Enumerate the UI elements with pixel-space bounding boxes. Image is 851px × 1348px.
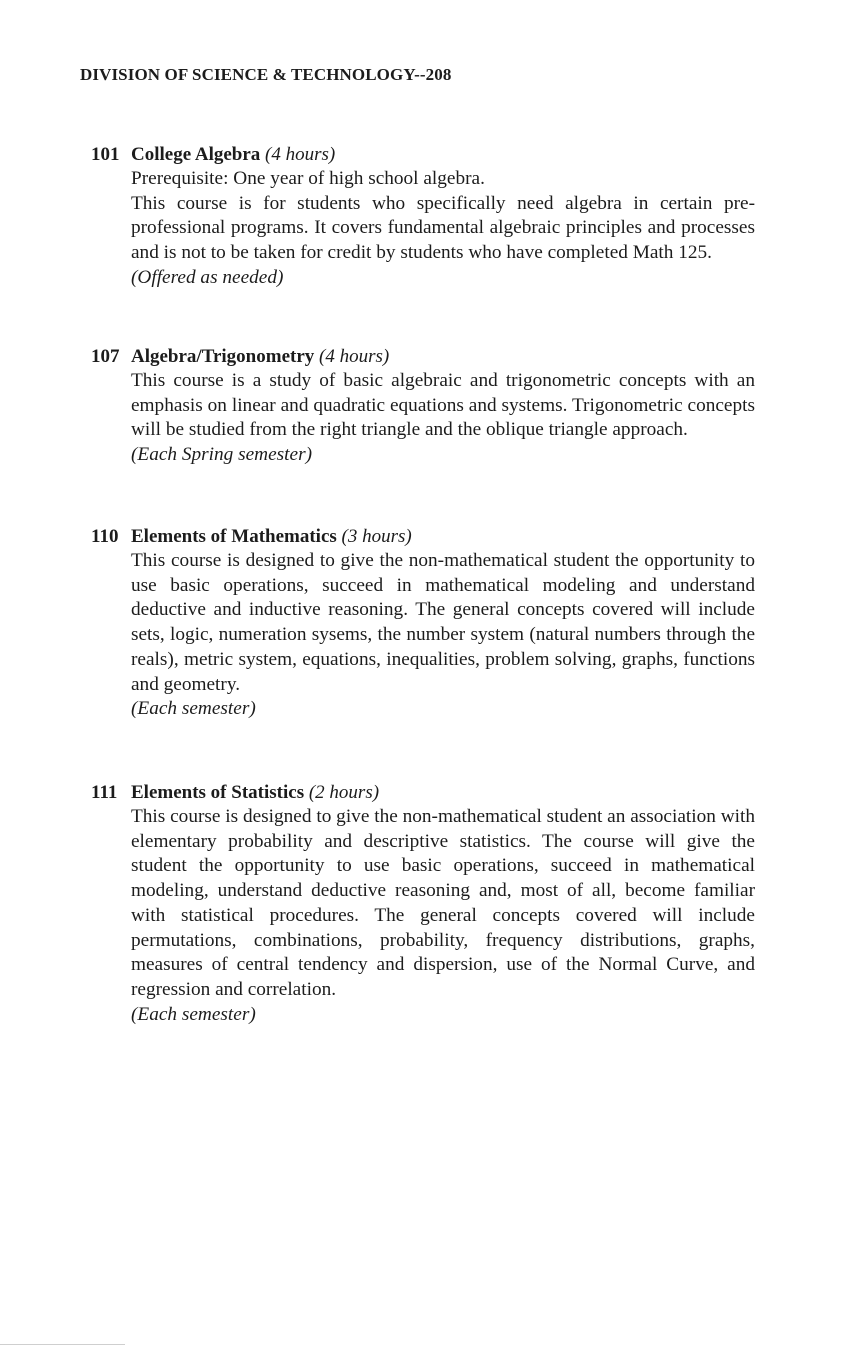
course-title — [91, 525, 755, 549]
course-paragraph: This course is a study of basic algebraic and trigonometric concepts with an emphasis on linear and quadratic equations and systems. Trigonometric concepts will be studied from the right triangle and the oblique triangle approach. — [131, 370, 755, 441]
course-name: Elements of Mathematics — [131, 526, 337, 547]
course-description — [131, 549, 755, 722]
course-name: Elements of Statistics — [131, 782, 305, 803]
course-110 — [91, 525, 755, 722]
course-number: 110 — [91, 526, 119, 547]
course-paragraph: This course is designed to give the non-mathematical student the opportunity to use basic operations, succeed in mathematical modeling and understand deductive and inductive reasoning. The general concepts covered will include sets, logic, numeration sysems, the number system (natural numbers through the reals), metric system, equations, inequalities, problem solving, graphs, functions and geometry. — [131, 550, 755, 695]
course-offered: (Each semester) — [131, 1003, 256, 1025]
course-title — [91, 345, 755, 369]
course-description — [131, 805, 755, 1027]
course-name: College Algebra — [131, 144, 261, 165]
page-header: DIVISION OF SCIENCE & TECHNOLOGY--208 — [80, 65, 452, 84]
course-111 — [91, 781, 755, 1027]
course-hours: (4 hours) — [319, 346, 390, 367]
course-hours: (2 hours) — [308, 782, 380, 803]
course-offered: (Each Spring semester) — [131, 444, 312, 466]
course-title — [91, 143, 755, 167]
course-number: 101 — [91, 144, 120, 165]
course-description — [131, 167, 755, 291]
course-number: 107 — [91, 346, 120, 367]
course-title — [91, 781, 755, 805]
course-number: 111 — [91, 782, 118, 803]
course-101 — [91, 143, 755, 291]
course-prerequisite: Prerequisite: One year of high school algebra. — [131, 168, 485, 189]
course-offered: (Offered as needed) — [131, 266, 284, 288]
course-hours: (4 hours) — [265, 144, 336, 165]
footer-rule — [0, 1344, 125, 1345]
course-description — [131, 369, 755, 468]
course-name: Algebra/Trigonometry — [131, 346, 315, 367]
course-paragraph: This course is for students who specifically need algebra in certain pre-professional programs. It covers fundamental algebraic principles and processes and is not to be taken for credit by students who have completed Math 125. — [131, 192, 755, 264]
course-107 — [91, 345, 755, 468]
course-hours: (3 hours) — [341, 526, 412, 547]
course-offered: (Each semester) — [131, 698, 256, 720]
course-paragraph: This course is designed to give the non-mathematical student an association with elementary probability and descriptive statistics. The course will give the student the opportunity to use basic operations, succeed in mathematical modeling, understand deductive reasoning and, most of all, become familiar with statistical procedures. The general concepts covered will include permutations, combinations, probability, frequency distributions, graphs, measures of central tendency and dispersion, use of the Normal Curve, and regression and correlation. — [131, 806, 755, 1000]
